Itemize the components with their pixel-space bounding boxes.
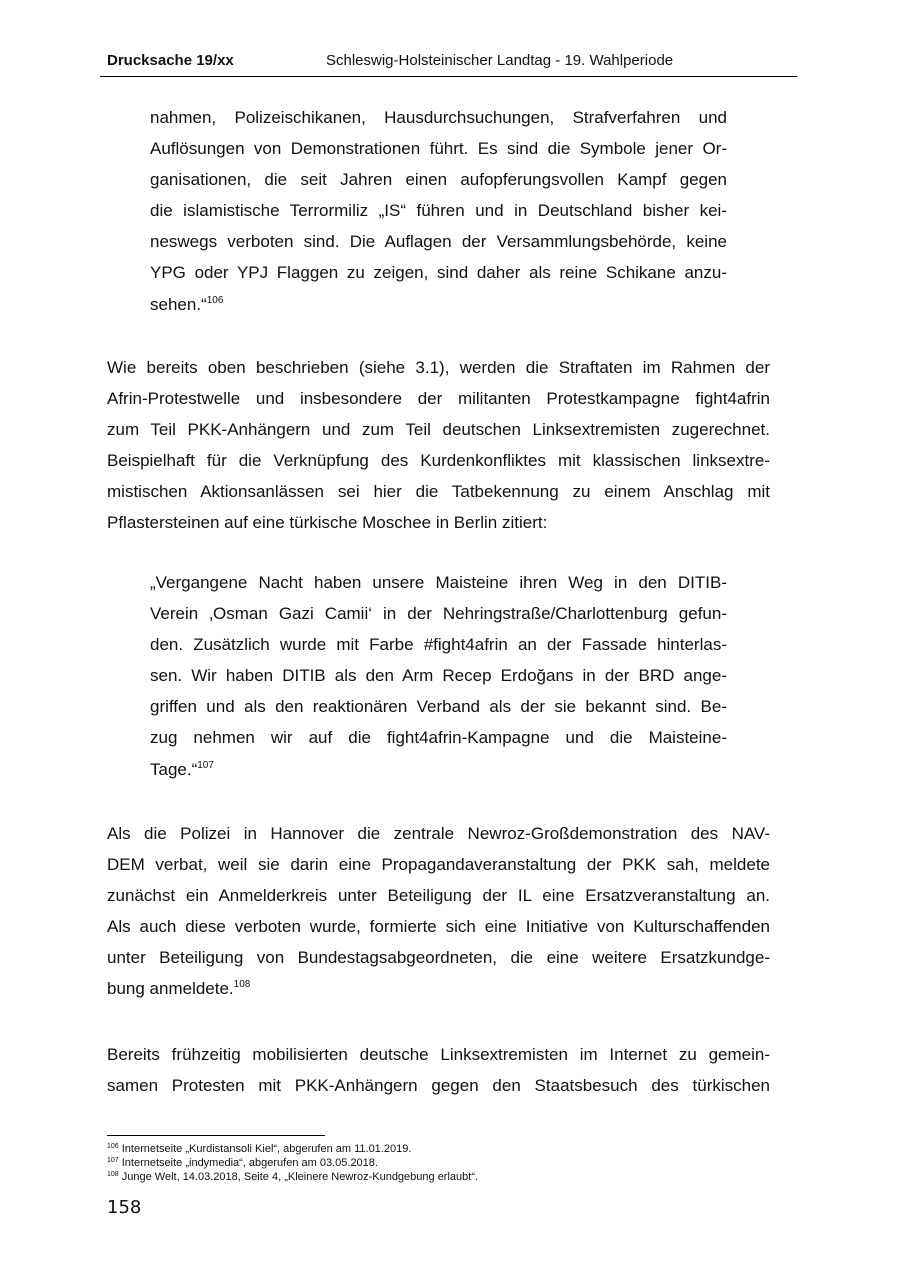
footnote-reference[interactable]: 108 xyxy=(233,979,251,991)
text-line: griffen und als den reaktionären Verband als der sie bekannt sind. Be- xyxy=(150,697,727,717)
text-line: DEM verbat, weil sie darin eine Propagandaveranstaltung der PKK sah, meldete xyxy=(107,855,770,875)
text-line: „Vergangene Nacht haben unsere Maisteine ihren Weg in den DITIB- xyxy=(150,573,727,592)
paragraph xyxy=(107,1039,770,1101)
text-line: Afrin-Protestwelle und insbesondere der militanten Protestkampagne fight4afrin xyxy=(107,389,770,409)
footnote xyxy=(107,1142,411,1156)
footnote-number: 106 xyxy=(107,1143,119,1150)
footnote-reference[interactable]: 107 xyxy=(197,759,214,771)
text-line: Auflösungen von Demonstrationen führt. Es sind die Symbole jener Or- xyxy=(150,139,727,159)
text-line: Bereits frühzeitig mobilisierten deutsche Linksextremisten im Internet zu gemein- xyxy=(107,1045,770,1064)
text-line: mistischen Aktionsanlässen sei hier die Tatbekennung zu einem Anschlag mit xyxy=(107,482,770,502)
footnote xyxy=(107,1156,378,1170)
text-line: Pflastersteinen auf eine türkische Moschee in Berlin zitiert: xyxy=(107,513,548,533)
running-header: Schleswig-Holsteinischer Landtag - 19. Wahlperiode xyxy=(326,52,674,69)
paragraph xyxy=(107,818,770,1005)
text-line: neswegs verboten sind. Die Auflagen der Versammlungsbehörde, keine xyxy=(150,232,727,252)
footnote-number: 107 xyxy=(107,1157,119,1164)
document-number: Drucksache 19/xx xyxy=(107,52,234,69)
footnote xyxy=(107,1170,478,1184)
text-line: nahmen, Polizeischikanen, Hausdurchsuchungen, Strafverfahren und xyxy=(150,108,727,127)
text-line: ganisationen, die seit Jahren einen aufopferungsvollen Kampf gegen xyxy=(150,170,727,190)
footnote-text: Junge Welt, 14.03.2018, Seite 4, „Kleinere Newroz-Kundgebung erlaubt“. xyxy=(121,1171,479,1183)
text-line: Als auch diese verboten wurde, formierte sich eine Initiative von Kulturschaffenden xyxy=(107,917,770,937)
text-line: Beispielhaft für die Verknüpfung des Kurdenkonfliktes mit klassischen linksextre- xyxy=(107,451,770,471)
text-line: zum Teil PKK-Anhängern und zum Teil deutschen Linksextremisten zugerechnet. xyxy=(107,420,770,440)
footnote-text: Internetseite „indymedia“, abgerufen am 03.05.2018. xyxy=(121,1157,378,1169)
block-quote xyxy=(150,102,727,320)
text-line: Tage.“$^{107}$ xyxy=(150,759,214,779)
paragraph xyxy=(107,352,770,539)
footnote-reference[interactable]: 106 xyxy=(206,294,224,306)
text-line: samen Protesten mit PKK-Anhängern gegen den Staatsbesuch des türkischen xyxy=(107,1076,770,1096)
text-line: bung anmeldete.$^{108}$ xyxy=(107,979,251,999)
text-line: sen. Wir haben DITIB als den Arm Recep Erdoğans in der BRD ange- xyxy=(150,666,727,686)
header-rule xyxy=(100,76,797,77)
text-line: Als die Polizei in Hannover die zentrale Newroz-Großdemonstration des NAV- xyxy=(107,824,770,843)
footnote-rule xyxy=(107,1135,325,1136)
text-line: die islamistische Terrormiliz „IS“ führen und in Deutschland bisher kei- xyxy=(150,201,727,221)
text-line: Wie bereits oben beschrieben (siehe 3.1), werden die Straftaten im Rahmen der xyxy=(107,358,770,377)
text-line: den. Zusätzlich wurde mit Farbe #fight4afrin an der Fassade hinterlas- xyxy=(150,635,727,655)
text-line: YPG oder YPJ Flaggen zu zeigen, sind daher als reine Schikane anzu- xyxy=(150,263,727,283)
footnote-number: 108 xyxy=(107,1171,119,1178)
text-line: zunächst ein Anmelderkreis unter Beteiligung der IL eine Ersatzveranstaltung an. xyxy=(107,886,770,906)
text-line: unter Beteiligung von Bundestagsabgeordneten, die eine weitere Ersatzkundge- xyxy=(107,948,770,968)
text-line: zug nehmen wir auf die fight4afrin-Kampagne und die Maisteine- xyxy=(150,728,727,748)
text-line: sehen.“$^{106}$ xyxy=(150,294,224,314)
block-quote xyxy=(150,567,727,785)
text-line: Verein ‚Osman Gazi Camii‘ in der Nehringstraße/Charlottenburg gefun- xyxy=(150,604,727,624)
footnote-text: Internetseite „Kurdistansoli Kiel“, abgerufen am 11.01.2019. xyxy=(121,1143,412,1155)
page-number: 158 xyxy=(107,1197,142,1218)
